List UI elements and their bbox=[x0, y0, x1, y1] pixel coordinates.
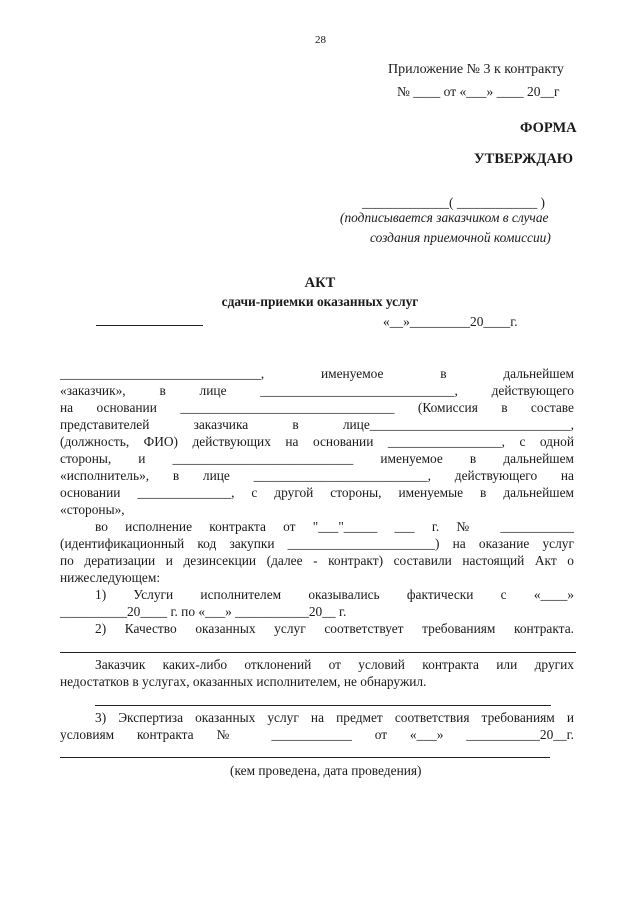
body-line-21: (кем проведена, дата проведения) bbox=[230, 763, 422, 778]
body-line-3: на основании ________________________________ (Комиссия в составе bbox=[60, 400, 574, 415]
body-line-18: недостатков в услугах, оказанных исполнителем, не обнаружил. bbox=[60, 674, 427, 689]
body-line-13: нижеследующем: bbox=[60, 570, 161, 585]
body-line-12: по дератизации и дезинсекции (далее - контракт) составили настоящий Акт о bbox=[60, 553, 574, 568]
body-line-16: 2) Качество оказанных услуг соответствует требованиям контракта. bbox=[95, 621, 574, 636]
form-label: ФОРМА bbox=[520, 120, 577, 136]
body-line-10: во исполнение контракта от "___"_____ ___ г. № ___________ bbox=[95, 519, 574, 534]
page-number: 28 bbox=[315, 34, 326, 46]
body-line-6: стороны, и ___________________________ именуемое в дальнейшем bbox=[60, 451, 574, 466]
place-blank-line bbox=[96, 325, 203, 326]
act-title: АКТ bbox=[304, 275, 336, 291]
body-line-15: __________20____ г. по «___» ___________20__ г. bbox=[60, 604, 347, 619]
act-date-line: «__»_________20____г. bbox=[383, 314, 518, 329]
body-line-2: «заказчик», в лице _____________________________, действующего bbox=[60, 383, 574, 398]
signature-note-line-1: (подписывается заказчиком в случае bbox=[340, 210, 549, 225]
blank-line-1 bbox=[60, 652, 576, 653]
body-line-4: представителей заказчика в лице______________________________, bbox=[60, 417, 574, 432]
approve-label: УТВЕРЖДАЮ bbox=[474, 151, 574, 167]
body-line-8: основании ______________, с другой стороны, именуемые в дальнейшем bbox=[60, 485, 574, 500]
body-line-9: «стороны», bbox=[60, 502, 125, 517]
body-line-14: 1) Услуги исполнителем оказывались фактически с «____» bbox=[95, 587, 574, 602]
signature-note-line-2: создания приемочной комиссии) bbox=[370, 230, 551, 245]
appendix-line: Приложение № 3 к контракту bbox=[388, 62, 564, 77]
body-line-20: условиям контракта № ____________ от «___» ___________20__г. bbox=[60, 727, 574, 742]
signature-line: _____________( ____________ ) bbox=[362, 195, 545, 210]
body-line-1: ______________________________, именуемое в дальнейшем bbox=[60, 366, 574, 381]
contract-number-line: № ____ от «___» ____ 20__г bbox=[397, 84, 560, 99]
blank-line-3 bbox=[60, 757, 550, 758]
body-line-11: (идентификационный код закупки ______________________) на оказание услуг bbox=[60, 536, 574, 551]
act-subtitle: сдачи-приемки оказанных услуг bbox=[221, 294, 419, 309]
body-line-5: (должность, ФИО) действующих на основании _________________, с одной bbox=[60, 434, 574, 449]
body-line-19: 3) Экспертиза оказанных услуг на предмет соответствия требованиям и bbox=[95, 710, 574, 725]
body-line-7: «исполнитель», в лице __________________________, действующего на bbox=[60, 468, 574, 483]
blank-line-2 bbox=[95, 705, 551, 706]
body-line-17: Заказчик каких-либо отклонений от условий контракта или других bbox=[95, 657, 574, 672]
